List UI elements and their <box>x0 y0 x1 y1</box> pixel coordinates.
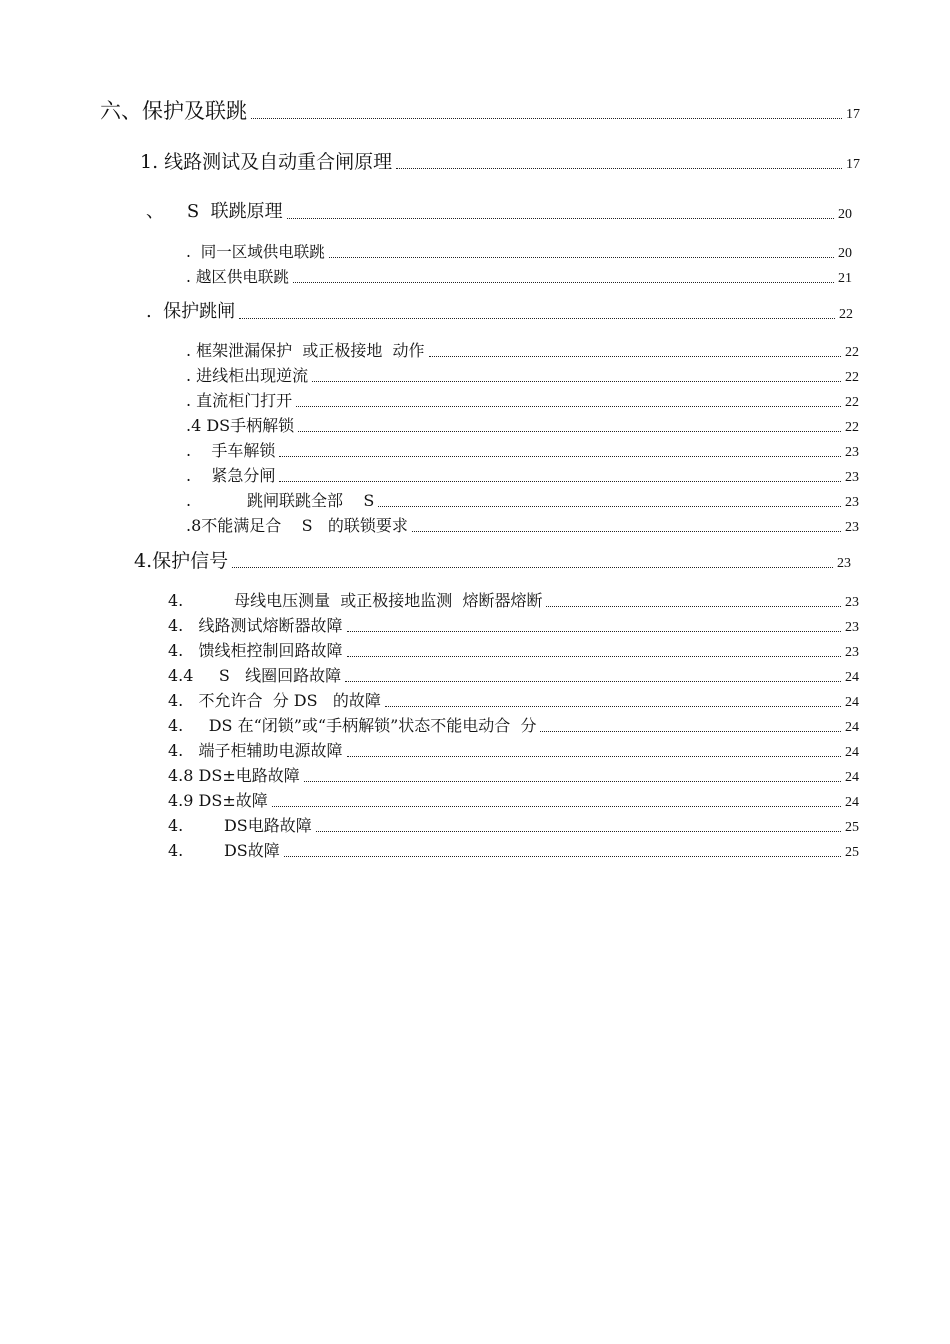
toc-entry-title: . 进线柜出现逆流 <box>186 366 309 385</box>
toc-entry[interactable] <box>186 342 859 360</box>
toc-entry-title: 4. DS电路故障 <box>168 816 312 835</box>
toc-entry-title: .8不能满足合 S 的联锁要求 <box>186 516 408 535</box>
toc-entry-title: 、 S 联跳原理 <box>146 201 283 222</box>
toc-entry[interactable] <box>146 302 853 322</box>
toc-entry-title: 1. 线路测试及自动重合闸原理 <box>140 151 393 173</box>
toc-entry-page: 24 <box>845 770 859 785</box>
dot-leader <box>329 257 834 258</box>
dot-leader <box>396 168 842 169</box>
dot-leader <box>546 606 841 607</box>
toc-entry-page: 20 <box>838 246 852 261</box>
toc-entry[interactable] <box>168 667 859 685</box>
toc-entry-page: 23 <box>845 520 859 535</box>
toc-entry-title: 4. 母线电压测量 或正极接地监测 熔断器熔断 <box>168 591 543 610</box>
toc-entry-title: . 跳闸联跳全部 S <box>186 491 375 510</box>
toc-entry-page: 25 <box>845 820 859 835</box>
toc-entry-page: 24 <box>845 720 859 735</box>
toc-entry-page: 22 <box>845 345 859 360</box>
toc-entry-page: 23 <box>845 470 859 485</box>
toc-entry-title: . 框架泄漏保护 或正极接地 动作 <box>186 341 425 360</box>
toc-entry[interactable] <box>186 442 859 460</box>
toc-entry-title: 4.8 DS±电路故障 <box>168 766 300 785</box>
toc-entry-page: 25 <box>845 845 859 860</box>
toc-entry[interactable] <box>168 617 859 635</box>
dot-leader <box>345 681 841 682</box>
toc-entry[interactable] <box>168 642 859 660</box>
toc-entry[interactable] <box>168 717 859 735</box>
toc-entry-page: 23 <box>845 595 859 610</box>
toc-entry-page: 17 <box>846 157 860 172</box>
toc-entry-page: 23 <box>845 645 859 660</box>
dot-leader <box>347 656 841 657</box>
dot-leader <box>347 631 841 632</box>
toc-entry-page: 24 <box>845 745 859 760</box>
toc-entry-page: 23 <box>845 445 859 460</box>
toc-entry-title: 4.4 S 线圈回路故障 <box>168 666 342 685</box>
dot-leader <box>385 706 841 707</box>
dot-leader <box>347 756 841 757</box>
toc-entry-page: 22 <box>845 395 859 410</box>
toc-entry-page: 20 <box>838 207 852 222</box>
toc-entry-title: . 保护跳闸 <box>146 301 236 322</box>
dot-leader <box>312 381 841 382</box>
toc-entry[interactable] <box>168 692 859 710</box>
toc-entry[interactable] <box>146 202 852 222</box>
toc-entry[interactable] <box>186 467 859 485</box>
dot-leader <box>540 731 841 732</box>
dot-leader <box>304 781 841 782</box>
dot-leader <box>251 118 842 119</box>
dot-leader <box>279 481 841 482</box>
dot-leader <box>279 456 841 457</box>
toc-entry[interactable] <box>186 517 859 535</box>
toc-entry-title: . 直流柜门打开 <box>186 391 293 410</box>
toc-entry-page: 22 <box>839 307 853 322</box>
dot-leader <box>232 567 833 568</box>
toc-entry-page: 22 <box>845 420 859 435</box>
dot-leader <box>272 806 841 807</box>
toc-entry[interactable] <box>100 100 860 122</box>
toc-entry-title: 4. 不允许合 分 DS 的故障 <box>168 691 381 710</box>
toc-entry-title: 4. 馈线柜控制回路故障 <box>168 641 343 660</box>
dot-leader <box>429 356 841 357</box>
toc-entry-title: 4.保护信号 <box>134 550 229 572</box>
toc-entry-page: 23 <box>837 556 851 571</box>
toc-entry[interactable] <box>186 243 852 261</box>
dot-leader <box>296 406 841 407</box>
toc-entry-title: . 手车解锁 <box>186 441 276 460</box>
toc-entry[interactable] <box>168 792 859 810</box>
dot-leader <box>298 431 841 432</box>
toc-entry-title: .4 DS手柄解锁 <box>186 416 295 435</box>
toc-entry-page: 23 <box>845 620 859 635</box>
toc-entry[interactable] <box>186 268 852 286</box>
dot-leader <box>239 318 835 319</box>
toc-entry-page: 17 <box>846 107 860 122</box>
toc-entry-title: . 越区供电联跳 <box>186 268 289 286</box>
toc-entry[interactable] <box>168 817 859 835</box>
toc-entry-page: 24 <box>845 670 859 685</box>
dot-leader <box>284 856 841 857</box>
toc-entry-title: 4.9 DS±故障 <box>168 791 268 810</box>
toc-entry-page: 22 <box>845 370 859 385</box>
toc-entry-title: . 紧急分闸 <box>186 466 276 485</box>
toc-entry-title: 4. 线路测试熔断器故障 <box>168 616 343 635</box>
toc-entry-title: 4. DS故障 <box>168 841 280 860</box>
toc-entry-title: . 同一区域供电联跳 <box>186 243 325 261</box>
toc-entry[interactable] <box>186 492 859 510</box>
toc-entry-title: 4. DS 在“闭锁”或“手柄解锁”状态不能电动合 分 <box>168 716 537 735</box>
toc-entry[interactable] <box>186 417 859 435</box>
toc-entry-title: 4. 端子柜辅助电源故障 <box>168 741 343 760</box>
toc-entry-page: 24 <box>845 695 859 710</box>
toc-entry[interactable] <box>140 152 860 172</box>
dot-leader <box>378 506 841 507</box>
toc-entry[interactable] <box>168 842 859 860</box>
dot-leader <box>293 282 834 283</box>
toc-entry-page: 23 <box>845 495 859 510</box>
toc-entry[interactable] <box>168 767 859 785</box>
toc-entry[interactable] <box>134 551 851 571</box>
toc-entry[interactable] <box>186 367 859 385</box>
dot-leader <box>287 218 834 219</box>
toc-entry[interactable] <box>168 742 859 760</box>
toc-entry[interactable] <box>186 392 859 410</box>
toc-entry-page: 21 <box>838 271 852 286</box>
toc-entry-title: 六、保护及联跳 <box>100 99 247 123</box>
toc-entry-page: 24 <box>845 795 859 810</box>
toc-entry[interactable] <box>168 592 859 610</box>
dot-leader <box>412 531 841 532</box>
dot-leader <box>316 831 841 832</box>
